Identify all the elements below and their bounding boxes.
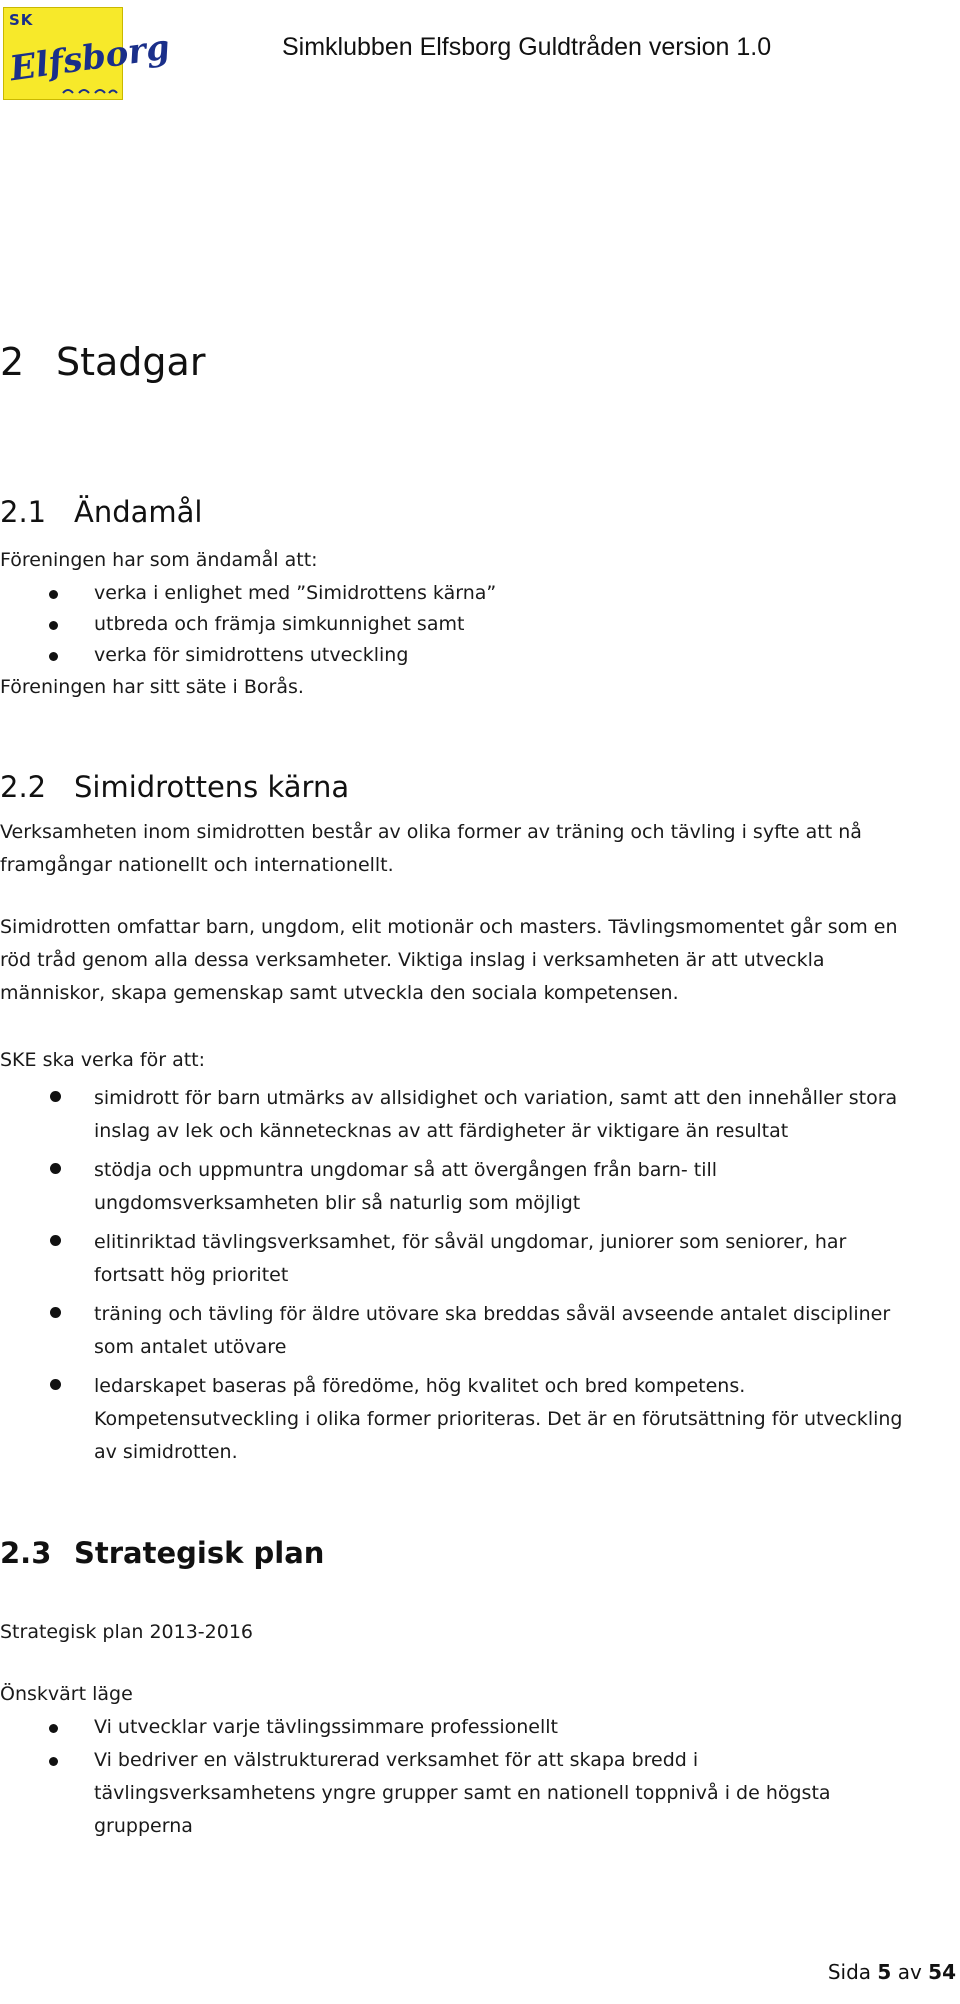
section-intro: Föreningen har som ändamål att: [0, 549, 318, 571]
list-item: elitinriktad tävlingsverksamhet, för såväl ungdomar, juniorer som seniorer, har fortsatt hög prioritet [0, 1226, 902, 1292]
bullet-icon [49, 621, 58, 630]
club-logo [3, 7, 173, 100]
purpose-list [0, 577, 496, 670]
list-item: utbreda och främja simkunnighet samt [0, 608, 496, 639]
chapter-number: 2 [0, 340, 25, 384]
section-number: 2.1 [0, 495, 47, 529]
section-heading-2-1 [0, 495, 202, 529]
list-item: verka för simidrottens utveckling [0, 639, 496, 670]
logo-script-text: Elfsborg [7, 27, 173, 90]
bullet-icon [49, 1757, 58, 1766]
list-item: träning och tävling för äldre utövare ska breddas såväl avseende antalet discipliner som antalet utövare [0, 1298, 902, 1364]
list-item: Vi utvecklar varje tävlingssimmare professionellt [0, 1711, 831, 1744]
section-number: 2.2 [0, 770, 47, 804]
bullet-icon [49, 1724, 58, 1733]
section-heading-2-3 [0, 1536, 324, 1570]
list-item: ledarskapet baseras på föredöme, hög kvalitet och bred kompetens. Kompetensutveckling i olika former prioriteras. Det är en förutsättning för utveckling av simidrotten. [0, 1370, 902, 1469]
chapter-title: Stadgar [56, 340, 206, 384]
list-intro: SKE ska verka för att: [0, 1049, 206, 1071]
bullet-icon [50, 1235, 61, 1246]
section-title: Simidrottens kärna [74, 770, 350, 804]
paragraph: Simidrotten omfattar barn, ungdom, elit motionär och masters. Tävlingsmomentet går som en röd tråd genom alla dessa verksamheter. Viktiga inslag i verksamheten är att utveckla människor, skapa gemenskap samt utveckla den sociala kompetensen. [0, 916, 898, 1004]
section-title: Strategisk plan [74, 1536, 325, 1570]
page-number: Sida 5 av 54 [827, 1960, 956, 1984]
chapter-heading [0, 340, 205, 384]
goals-list [0, 1082, 902, 1469]
list-item: Vi bedriver en välstrukturerad verksamhet för att skapa bredd i tävlingsverksamhetens yngre grupper samt en nationell toppnivå i de högsta grupperna [0, 1744, 831, 1843]
document-title: Simklubben Elfsborg Guldtråden version 1.0 [282, 33, 772, 61]
bullet-icon [50, 1091, 61, 1102]
list-item: verka i enlighet med ”Simidrottens kärna” [0, 577, 496, 608]
section-number: 2.3 [0, 1536, 52, 1570]
strategy-list [0, 1711, 831, 1843]
bullet-icon [50, 1307, 61, 1318]
bullet-icon [49, 652, 58, 661]
paragraph: Verksamheten inom simidrotten består av olika former av träning och tävling i syfte att nå framgångar nationellt och internationellt. [0, 821, 862, 876]
list-item: simidrott för barn utmärks av allsidighet och variation, samt att den innehåller stora inslag av lek och kännetecknas av att färdigheter är viktigare än resultat [0, 1082, 902, 1148]
waves-icon [61, 85, 119, 97]
bullet-icon [50, 1163, 61, 1174]
logo-sk-text: SK [9, 11, 34, 29]
list-item: stödja och uppmuntra ungdomar så att övergången från barn- till ungdomsverksamheten blir så naturlig som möjligt [0, 1154, 902, 1220]
subtitle: Strategisk plan 2013-2016 [0, 1621, 254, 1643]
section-outro: Föreningen har sitt säte i Borås. [0, 676, 304, 698]
bullet-icon [50, 1379, 61, 1390]
section-heading-2-2 [0, 770, 349, 804]
sub-heading: Önskvärt läge [0, 1683, 133, 1705]
bullet-icon [49, 590, 58, 599]
section-title: Ändamål [74, 495, 203, 529]
